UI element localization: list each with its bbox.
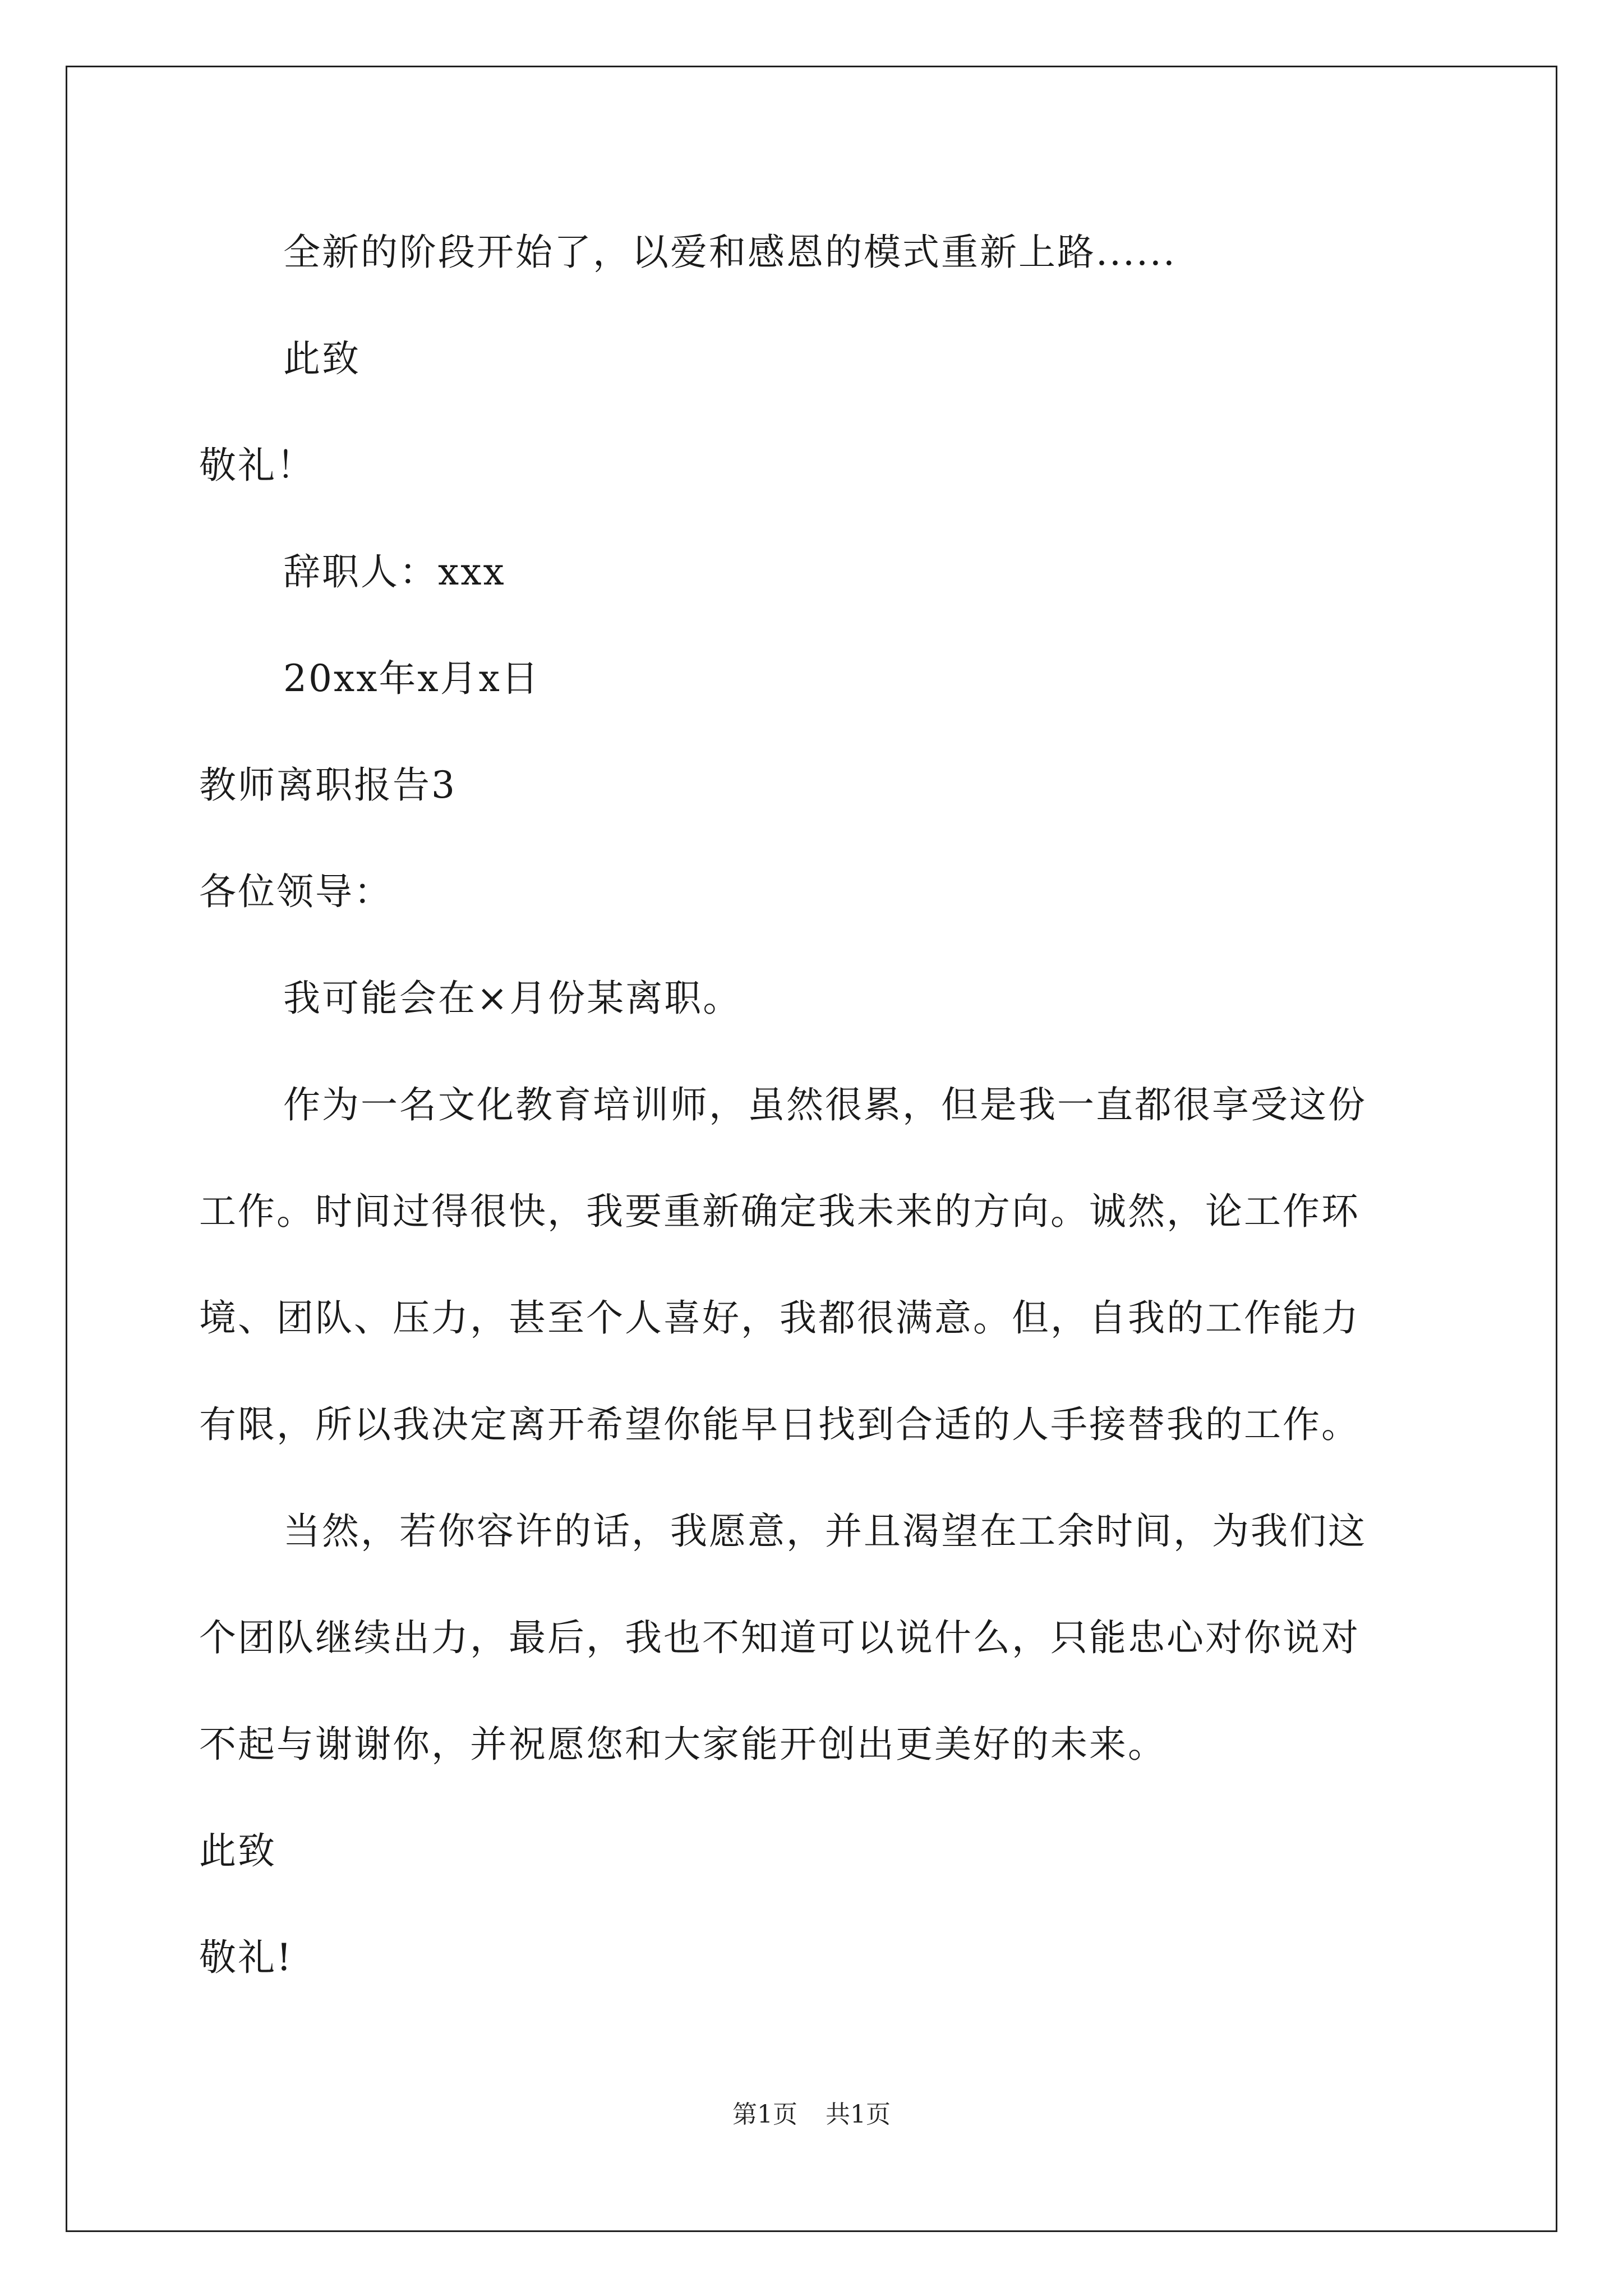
paragraph-line: 全新的阶段开始了，以爱和感恩的模式重新上路...... (283, 231, 1177, 274)
page-number-current: 第1页 (732, 2100, 797, 2129)
page-number-total: 共1页 (826, 2100, 891, 2129)
paragraph-line: 作为一名文化教育培训师，虽然很累，但是我一直都很享受这份 (283, 1083, 1367, 1126)
paragraph-line: 个团队继续出力，最后，我也不知道可以说什么，只能忠心对你说对 (199, 1616, 1360, 1659)
paragraph-line: 当然，若你容许的话，我愿意，并且渴望在工余时间，为我们这 (283, 1510, 1367, 1553)
closing-salutation: 此致 (199, 1829, 276, 1872)
paragraph-line: 有限，所以我决定离开希望你能早日找到合适的人手接替我的工作。 (199, 1403, 1360, 1446)
section-title: 教师离职报告3 (199, 763, 457, 807)
page-footer (0, 2094, 1623, 2130)
paragraph-line: 境、团队、压力，甚至个人喜好，我都很满意。但，自我的工作能力 (199, 1296, 1360, 1340)
date-line: 20xx年x月x日 (283, 657, 540, 700)
closing-salutation: 此致 (283, 337, 361, 380)
signature-line: 辞职人：xxx (283, 550, 506, 593)
closing-regards: 敬礼! (199, 1936, 293, 1979)
paragraph-line: 工作。时间过得很快，我要重新确定我未来的方向。诚然，论工作环 (199, 1190, 1360, 1233)
greeting-line: 各位领导： (199, 870, 393, 913)
paragraph-line: 不起与谢谢你，并祝愿您和大家能开创出更美好的未来。 (199, 1723, 1166, 1766)
page-border (66, 66, 1557, 2232)
closing-regards: 敬礼！ (199, 444, 315, 487)
paragraph-line: 我可能会在×月份某离职。 (283, 977, 742, 1020)
